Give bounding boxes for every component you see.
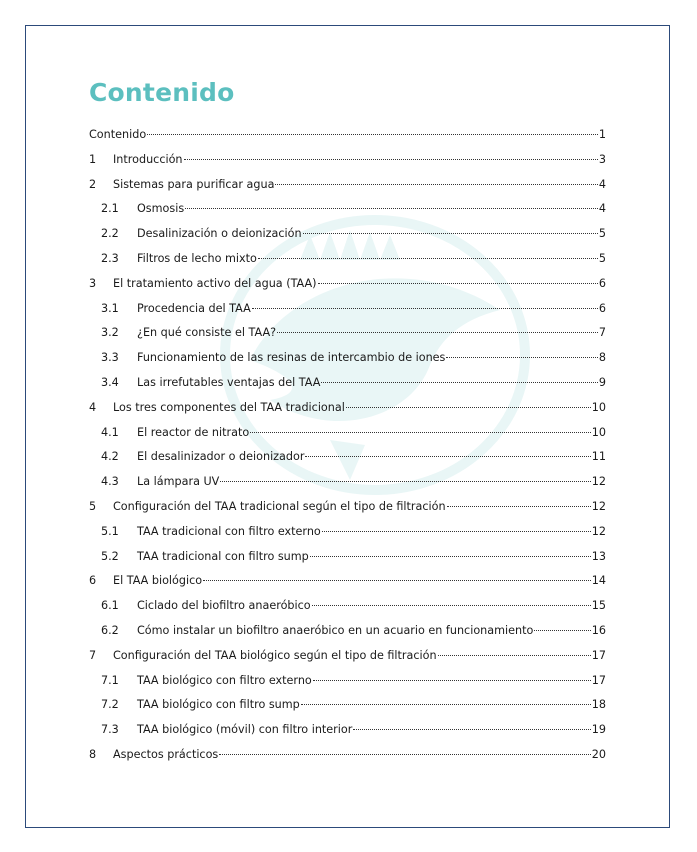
toc-list [89,123,606,768]
toc-entry-number: 2.3 [101,251,119,265]
toc-dot-leader [252,308,598,309]
toc-entry[interactable] [89,693,606,718]
toc-entry-text: TAA biológico con filtro externo [137,673,312,687]
toc-entry-page-number: 9 [598,375,606,389]
toc-entry-page-number: 7 [598,326,606,340]
toc-entry[interactable] [89,520,606,545]
toc-dot-leader [301,704,591,705]
toc-entry-text: Aspectos prácticos [113,747,219,761]
toc-dot-leader [147,134,598,135]
toc-entry[interactable] [89,470,606,495]
toc-entry-number: 3.4 [101,375,119,389]
toc-entry[interactable] [89,247,606,272]
toc-entry-text: TAA biológico con filtro sump [137,698,300,712]
toc-entry-text: TAA biológico (móvil) con filtro interior [137,723,353,737]
toc-entry-number: 4.3 [101,475,119,489]
toc-entry-number: 4.1 [101,425,119,439]
toc-entry[interactable] [89,148,606,173]
toc-entry-page-number: 15 [591,599,606,613]
toc-entry[interactable] [89,644,606,669]
toc-entry-page-number: 17 [591,648,606,662]
toc-entry-text: El TAA biológico [113,574,203,588]
toc-entry[interactable] [89,272,606,297]
toc-entry[interactable] [89,669,606,694]
toc-entry-number: 7.1 [101,673,119,687]
toc-entry-number: 8 [89,747,97,761]
toc-entry-text: El desalinizador o deionizador [137,450,305,464]
toc-entry[interactable] [89,718,606,743]
toc-entry-page-number: 3 [598,152,606,166]
toc-entry-page-number: 11 [591,450,606,464]
toc-entry[interactable] [89,619,606,644]
toc-entry-page-number: 12 [591,475,606,489]
toc-entry-page-number: 4 [598,202,606,216]
toc-entry-text: Configuración del TAA tradicional según el tipo de filtración [113,499,446,513]
toc-entry[interactable] [89,743,606,768]
toc-entry-page-number: 6 [598,276,606,290]
toc-entry[interactable] [89,297,606,322]
toc-entry-number: 5.1 [101,524,119,538]
toc-entry-text: Cómo instalar un biofiltro anaeróbico en un acuario en funcionamiento [137,623,534,637]
toc-entry-number: 4 [89,400,97,414]
toc-entry-page-number: 12 [591,499,606,513]
toc-dot-leader [322,531,591,532]
toc-entry-text: Los tres componentes del TAA tradicional [113,400,345,414]
toc-entry-page-number: 17 [591,673,606,687]
toc-entry-page-number: 16 [591,623,606,637]
toc-dot-leader [184,159,598,160]
toc-entry[interactable] [89,346,606,371]
toc-entry-text: TAA tradicional con filtro sump [137,549,309,563]
toc-entry-page-number: 18 [591,698,606,712]
toc-entry[interactable] [89,421,606,446]
toc-entry[interactable] [89,173,606,198]
toc-dot-leader [346,407,591,408]
toc-entry-number: 5.2 [101,549,119,563]
toc-entry-number: 4.2 [101,450,119,464]
toc-dot-leader [305,456,590,457]
toc-dot-leader [313,680,591,681]
toc-entry-page-number: 4 [598,177,606,191]
toc-entry-number: 2.2 [101,227,119,241]
toc-dot-leader [447,506,591,507]
toc-entry-text: Sistemas para purificar agua [113,177,275,191]
toc-entry-text: Desalinización o deionización [137,227,302,241]
toc-entry[interactable] [89,371,606,396]
toc-entry-page-number: 5 [598,251,606,265]
toc-dot-leader [220,481,590,482]
toc-entry-text: Las irrefutables ventajas del TAA [137,375,321,389]
toc-entry-number: 3 [89,276,97,290]
toc-entry-text: Procedencia del TAA [137,301,251,315]
toc-entry-page-number: 19 [591,723,606,737]
toc-entry-page-number: 10 [591,400,606,414]
toc-dot-leader [277,332,598,333]
toc-dot-leader [219,754,590,755]
toc-dot-leader [321,382,597,383]
toc-entry-page-number: 1 [598,128,606,141]
toc-dot-leader [250,432,591,433]
toc-entry-page-number: 10 [591,425,606,439]
toc-entry-text: ¿En qué consiste el TAA? [137,326,277,340]
toc-entry-page-number: 5 [598,227,606,241]
toc-entry[interactable] [89,321,606,346]
toc-entry-text: Funcionamiento de las resinas de intercambio de iones [137,351,446,365]
toc-entry-page-number: 13 [591,549,606,563]
toc-entry-number: 6 [89,574,97,588]
toc-entry-number: 3.3 [101,351,119,365]
toc-dot-leader [353,729,590,730]
toc-entry-number: 7 [89,648,97,662]
toc-entry-page-number: 8 [598,351,606,365]
toc-entry[interactable] [89,123,606,148]
toc-entry-number: 5 [89,499,97,513]
toc-entry[interactable] [89,594,606,619]
toc-entry[interactable] [89,445,606,470]
toc-entry-page-number: 14 [591,574,606,588]
toc-entry[interactable] [89,222,606,247]
toc-entry-number: 1 [89,152,97,166]
toc-entry-text: Filtros de lecho mixto [137,251,257,265]
toc-entry-text: El tratamiento activo del agua (TAA) [113,276,317,290]
toc-entry-number: 7.3 [101,723,119,737]
toc-dot-leader [310,556,591,557]
toc-entry[interactable] [89,495,606,520]
toc-entry[interactable] [89,197,606,222]
toc-entry-text: Introducción [113,152,183,166]
toc-entry-text: TAA tradicional con filtro externo [137,524,321,538]
toc-entry-text: Configuración del TAA biológico según el tipo de filtración [113,648,437,662]
toc-dot-leader [258,258,598,259]
toc-entry[interactable] [89,545,606,570]
toc-dot-leader [312,605,591,606]
toc-entry-number: 2 [89,177,97,191]
toc-entry-number: 3.1 [101,301,119,315]
toc-entry-text: Ciclado del biofiltro anaeróbico [137,599,311,613]
toc-title: Contenido [89,78,235,107]
toc-entry[interactable] [89,569,606,594]
toc-entry-page-number: 6 [598,301,606,315]
toc-dot-leader [438,655,591,656]
toc-dot-leader [275,184,597,185]
toc-entry-page-number: 12 [591,524,606,538]
toc-entry-number: 2.1 [101,202,119,216]
toc-dot-leader [203,580,591,581]
toc-entry-text: La lámpara UV [137,475,220,489]
toc-entry-number: 3.2 [101,326,119,340]
toc-dot-leader [534,630,590,631]
toc-entry-number: 6.1 [101,599,119,613]
toc-dot-leader [446,357,597,358]
toc-dot-leader [303,233,598,234]
toc-entry-number: 7.2 [101,698,119,712]
toc-entry-text: El reactor de nitrato [137,425,250,439]
toc-dot-leader [185,208,598,209]
toc-entry-number: 6.2 [101,623,119,637]
toc-entry[interactable] [89,396,606,421]
toc-entry-page-number: 20 [591,747,606,761]
toc-entry-text: Osmosis [137,202,185,216]
toc-dot-leader [318,283,598,284]
toc-entry-text: Contenido [89,128,147,141]
